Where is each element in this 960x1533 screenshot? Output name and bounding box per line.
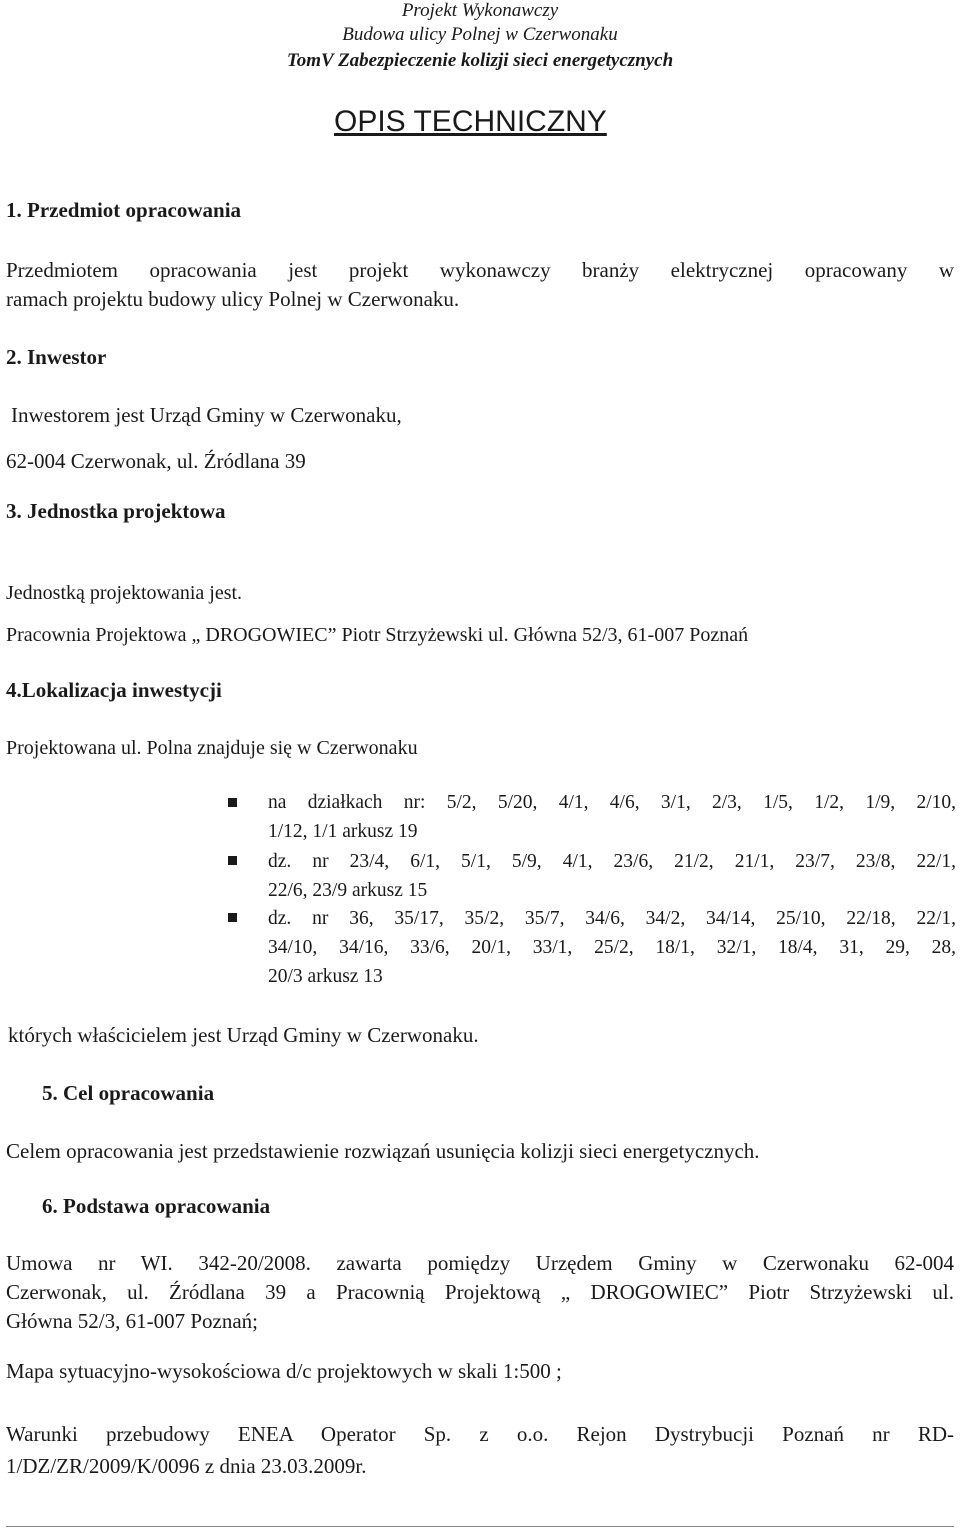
section-4-heading: 4.Lokalizacja inwestycji [6,678,222,702]
section-6-heading: 6. Podstawa opracowania [42,1194,271,1218]
section-6-para1-line-1: Umowa nr WI. 342-20/2008. zawarta pomiędzy Urzędem Gminy w Czerwonaku 62-004 [6,1251,954,1275]
section-2-heading: 2. Inwestor [6,345,107,369]
header-volume: TomV Zabezpieczenie kolizji sieci energetycznych [286,50,674,71]
bullet-1-line-1: na działkach nr: 5/2, 5/20, 4/1, 4/6, 3/1, 2/3, 1/5, 1/2, 1/9, 2/10, [268,792,956,813]
section-6-para1-line-3: Główna 52/3, 61-007 Poznań; [6,1309,258,1333]
section-1-heading: 1. Przedmiot opracowania [6,198,242,222]
footer-divider [6,1526,954,1527]
section-3-heading: 3. Jednostka projektowa [6,499,226,523]
bullet-2-text [268,847,956,905]
section-2-line-2: 62-004 Czerwonak, ul. Źródlana 39 [6,449,306,473]
section-6-paragraph-1 [6,1249,954,1336]
section-6-paragraph-2: Mapa sytuacyjno-wysokościowa d/c projektowych w skali 1:500 ; [6,1359,562,1383]
section-3-line-1: Jednostką projektowania jest. [6,582,243,604]
page-title: OPIS TECHNICZNY [334,105,607,138]
bullet-2-marker [228,856,237,865]
section-5-text: Celem opracowania jest przedstawienie rozwiązań usunięcia kolizji sieci energetycznych. [6,1139,760,1163]
bullet-3-text [268,904,956,991]
header-project-name: Budowa ulicy Polnej w Czerwonaku [342,24,618,45]
section-5-heading: 5. Cel opracowania [42,1081,215,1105]
section-3-line-2: Pracownia Projektowa „ DROGOWIEC” Piotr Strzyżewski ul. Główna 52/3, 61-007 Poznań [6,624,749,646]
section-1-text [6,256,954,314]
bullet-2-line-2: 22/6, 23/9 arkusz 15 [268,880,428,901]
bullet-3-line-2: 34/10, 34/16, 33/6, 20/1, 33/1, 25/2, 18/1, 32/1, 18/4, 31, 29, 28, [268,937,956,958]
section-6-paragraph-3 [6,1417,954,1481]
bullet-1-marker [228,798,237,807]
bullet-3-line-3: 20/3 arkusz 13 [268,966,383,987]
section-6-para1-line-2: Czerwonak, ul. Źródlana 39 a Pracownią Projektową „ DROGOWIEC” Piotr Strzyżewski ul. [6,1280,954,1304]
section-6-para3-line-1: Warunki przebudowy ENEA Operator Sp. z o.o. Rejon Dystrybucji Poznań nr RD- [6,1422,954,1446]
section-4-intro: Projektowana ul. Polna znajduje się w Czerwonaku [6,737,418,759]
section-6-para3-line-2: 1/DZ/ZR/2009/K/0096 z dnia 23.03.2009r. [6,1454,367,1478]
bullet-2-line-1: dz. nr 23/4, 6/1, 5/1, 5/9, 4/1, 23/6, 21/2, 21/1, 23/7, 23/8, 22/1, [268,851,956,872]
bullet-3-line-1: dz. nr 36, 35/17, 35/2, 35/7, 34/6, 34/2, 34/14, 25/10, 22/18, 22/1, [268,908,956,929]
section-4-outro: których właścicielem jest Urząd Gminy w Czerwonaku. [8,1023,479,1047]
section-2-line-1: Inwestorem jest Urząd Gminy w Czerwonaku, [11,403,402,427]
bullet-1-text [268,788,956,846]
bullet-3-marker [228,913,237,922]
header-project-type: Projekt Wykonawczy [401,0,559,21]
section-1-line-1: Przedmiotem opracowania jest projekt wykonawczy branży elektrycznej opracowany w [6,258,954,282]
section-1-line-2: ramach projektu budowy ulicy Polnej w Czerwonaku. [6,287,460,311]
bullet-1-line-2: 1/12, 1/1 arkusz 19 [268,821,418,842]
